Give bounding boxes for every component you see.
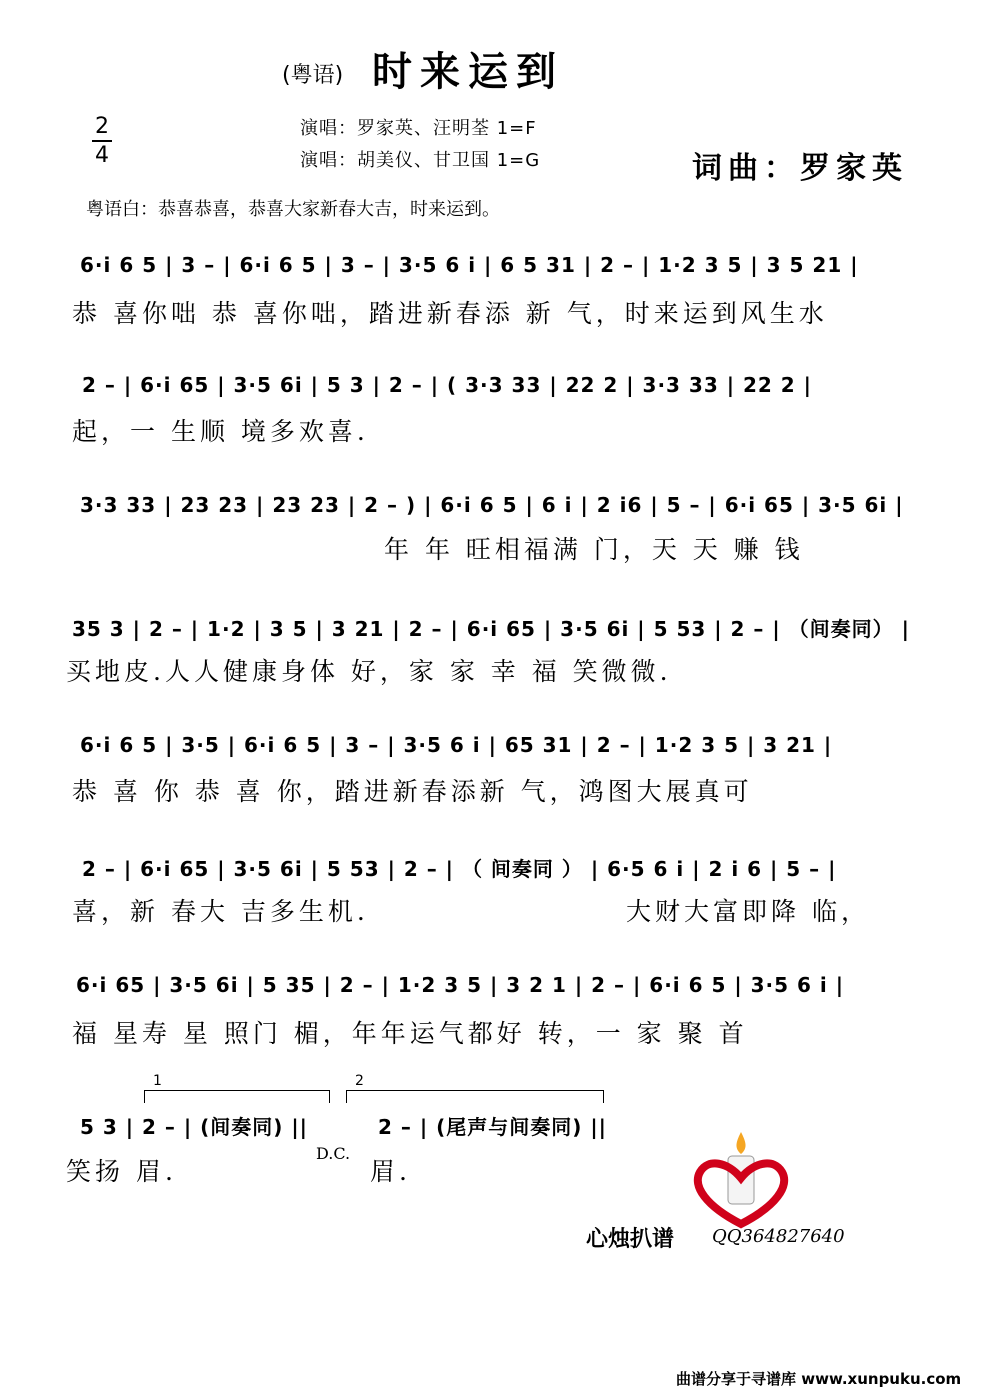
notation-line-7: 6·i 65 | 3·5 6i | 5 35 | 2 – | 1·2 3 5 | 3 2 1 | 2 – | 6·i 6 5 | 3·5 6 i | [76,973,845,997]
notation-line-2: 2 – | 6·i 65 | 3·5 6i | 5 3 | 2 – | ( 3·3 33 | 22 2 | 3·3 33 | 22 2 | [82,373,812,397]
lyric-line-4: 买地皮.人人健康身体 好，家 家 幸 福 笑微微. [66,657,672,686]
transcriber-signature: 心烛扒谱 [586,1227,675,1252]
lyric-line-1: 恭 喜你咄 恭 喜你咄，踏进新春添 新 气，时来运到风生水 [72,299,828,328]
title-prefix: (粤语) [282,63,344,88]
notation-line-8a: 5 3 | 2 – | (间奏同) || [80,1115,308,1139]
lyric-line-3: 年 年 旺相福满 门，天 天 赚 钱 [384,535,804,564]
volta-number-1: 1 [153,1073,162,1089]
candle-heart-logo [686,1128,796,1242]
time-signature [92,114,112,168]
singer-line-1: 演唱：罗家英、汪明荃 1=F [300,118,537,139]
volta-bracket-1 [144,1073,330,1103]
volta-bracket-2 [346,1073,604,1103]
notation-line-3: 3·3 33 | 23 23 | 23 23 | 2 – ) | 6·i 6 5 | 6 i | 2 i6 | 5 – | 6·i 65 | 3·5 6i | [80,493,904,517]
notation-line-1: 6·i 6 5 | 3 – | 6·i 6 5 | 3 – | 3·5 6 i | 6 5 31 | 2 – | 1·2 3 5 | 3 5 21 | [80,253,859,277]
notation-line-8b: 2 – | (尾声与间奏同) || [378,1115,607,1139]
lyric-line-7: 福 星寿 星 照门 楣，年年运气都好 转，一 家 聚 首 [72,1019,748,1048]
da-capo-mark: D.C. [316,1144,351,1163]
lyric-line-8b: 眉. [370,1157,411,1186]
notation-line-5: 6·i 6 5 | 3·5 | 6·i 6 5 | 3 – | 3·5 6 i | 65 31 | 2 – | 1·2 3 5 | 3 21 | [80,733,833,757]
footer-source: 曲谱分享于寻谱库 www.xunpuku.com [676,1370,962,1388]
spoken-intro: 粤语白：恭喜恭喜，恭喜大家新春大吉，时来运到。 [86,199,500,220]
singer-line-2: 演唱：胡美仪、甘卫国 1=G [300,150,541,171]
lyric-line-2: 起，一 生顺 境多欢喜. [72,417,369,446]
composer-credit: 词曲：罗家英 [692,151,908,186]
time-signature-bottom: 4 [95,143,109,168]
lyric-line-6: 喜，新 春大 吉多生机. [72,897,369,926]
volta-number-2: 2 [355,1073,364,1089]
page-title: 时来运到 [372,49,564,95]
lyric-line-8a: 笑扬 眉. [66,1157,177,1186]
notation-line-4: 35 3 | 2 – | 1·2 | 3 5 | 3 21 | 2 – | 6·i 65 | 3·5 6i | 5 53 | 2 – | （间奏同） | [72,617,910,641]
transcriber-qq: QQ364827640 [712,1226,845,1247]
lyric-line-5: 恭 喜 你 恭 喜 你，踏进新春添新 气，鸿图大展真可 [72,777,753,806]
time-signature-top: 2 [95,114,109,139]
lyric-line-6b: 大财大富即降 临， [626,897,870,926]
notation-line-6: 2 – | 6·i 65 | 3·5 6i | 5 53 | 2 – | （ 间奏同 ） | 6·5 6 i | 2 i 6 | 5 – | [82,857,837,881]
